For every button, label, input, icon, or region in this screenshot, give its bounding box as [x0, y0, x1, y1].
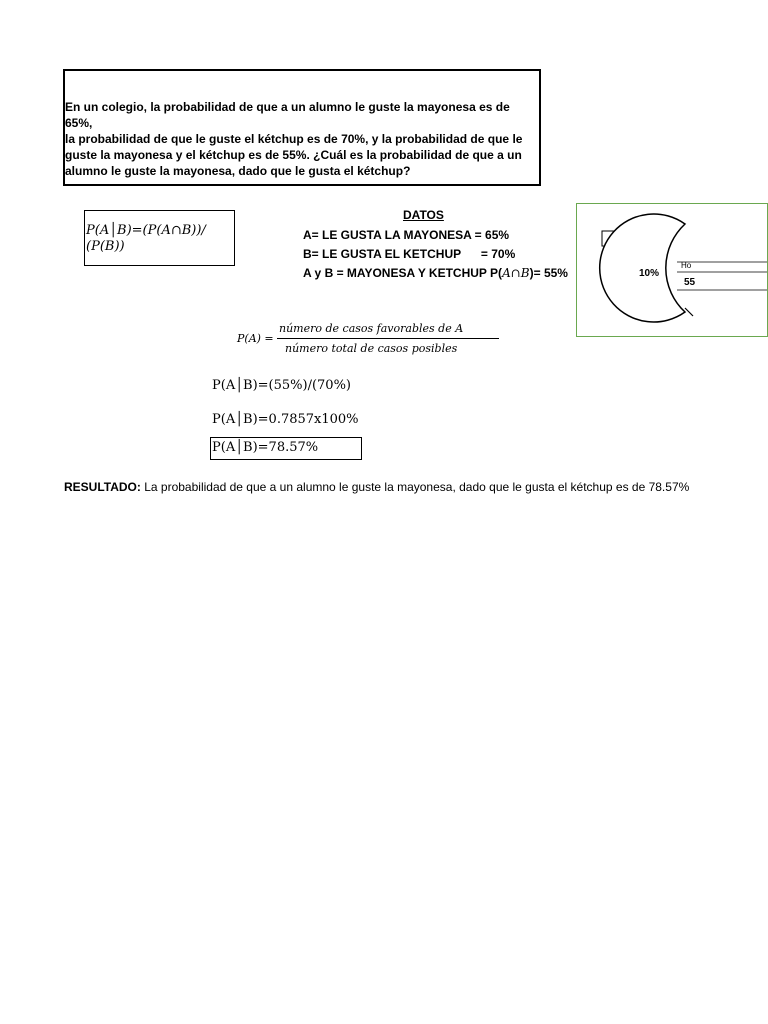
venn-partial-label: Ho [681, 261, 692, 270]
formula-line-1: P(A│B)=(P(A∩B))/ [86, 223, 206, 238]
datos-b: B= LE GUSTA EL KETCHUP = 70% [303, 247, 516, 261]
datos-ab-prefix: A y B = MAYONESA Y KETCHUP P( [303, 266, 503, 280]
venn-pct-a-only: 10% [638, 268, 660, 279]
resultado-line [64, 480, 768, 494]
calc-step-1: P(A│B)=(55%)/(70%) [212, 378, 352, 393]
datos-a: A= LE GUSTA LA MAYONESA = 65% [303, 228, 510, 242]
laplace-lhs: P(A) = [237, 332, 274, 345]
problem-line-3: guste la mayonesa y el kétchup es de 55%. ¿Cuál es la probabilidad de que a un [65, 148, 522, 162]
conditional-probability-formula [84, 210, 235, 266]
formula-line-2: (P(B)) [86, 239, 125, 254]
venn-tick [685, 308, 693, 316]
resultado-label: RESULTADO: [64, 480, 141, 494]
calc-step-3: P(A│B)=78.57% [212, 440, 319, 455]
resultado-text: La probabilidad de que a un alumno le guste la mayonesa, dado que le gusta el kétchup es de 78.57% [140, 480, 690, 494]
datos-ab-math: A∩B [502, 266, 530, 280]
venn-diagram [576, 203, 768, 337]
venn-svg [577, 204, 768, 337]
datos-ab [303, 265, 568, 281]
laplace-fraction-bar [277, 338, 499, 339]
calc-step-2: P(A│B)=0.7857x100% [212, 412, 359, 427]
datos-ab-suffix: )= 55% [529, 266, 568, 280]
laplace-numerator: número de casos favorables de A [279, 322, 464, 335]
problem-line-2: la probabilidad de que le guste el kétchup es de 70%, y la probabilidad de que le [65, 132, 523, 146]
laplace-denominator: número total de casos posibles [285, 342, 458, 355]
problem-line-1: En un colegio, la probabilidad de que a un alumno le guste la mayonesa es de 65%, [65, 100, 510, 130]
venn-pct-intersection: 55 [684, 277, 696, 288]
problem-box [63, 69, 541, 186]
datos-title: DATOS [403, 208, 444, 222]
problem-statement [65, 99, 535, 179]
problem-line-4: alumno le guste la mayonesa, dado que le gusta el kétchup? [65, 164, 411, 178]
